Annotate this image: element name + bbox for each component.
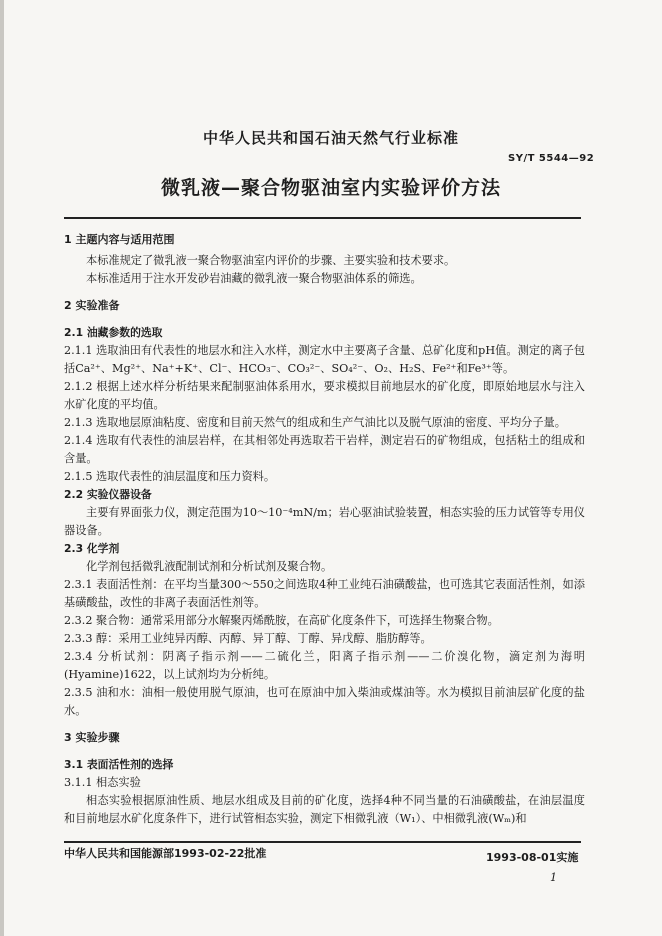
clause-2-1-4: 2.1.4 选取有代表性的油层岩样，在其相邻处再选取若干岩样，测定岩石的矿物组成，包括粘土的组成和含量。 [64,434,585,465]
section-2-heading: 2 实验准备 [64,299,120,312]
clause-3-1-1-paragraph: 相态实验根据原油性质、地层水组成及目前的矿化度，选择4种不同当量的石油磺酸盐，在油层温度和目前地层水矿化度条件下，进行试管相态实验，测定下相微乳液（W₁）、中相微乳液(Wₘ)和 [64,794,585,825]
section-2-3-paragraph: 化学剂包括微乳液配制试剂和分析试剂及聚合物。 [86,560,333,573]
clause-2-1-5: 2.1.5 选取代表性的油层温度和压力资料。 [64,470,276,483]
clause-2-3-5: 2.3.5 油和水：油相一般使用脱气原油，也可在原油中加入柴油或煤油等。水为模拟目前油层矿化度的盐水。 [64,686,585,717]
section-2-3-heading: 2.3 化学剂 [64,542,120,555]
clause-2-1-3: 2.1.3 选取地层原油粘度、密度和目前天然气的组成和生产气油比以及脱气原油的密度、平均分子量。 [64,416,566,429]
clause-2-3-1: 2.3.1 表面活性剂：在平均当量300～550之间选取4种工业纯石油磺酸盐，也可选其它表面活性剂，如添基磺酸盐，改性的非离子表面活性剂等。 [64,578,585,609]
effective-date: 1993-08-01实施 [486,851,579,864]
header-divider [64,217,581,219]
section-1-heading: 1 主题内容与适用范围 [64,233,175,246]
clause-3-1-1: 3.1.1 相态实验 [64,776,141,789]
page-number: 1 [550,871,557,884]
section-3-heading: 3 实验步骤 [64,731,120,744]
footer-divider [64,841,581,843]
clause-2-1-1: 2.1.1 选取油田有代表性的地层水和注入水样，测定水中主要离子含量、总矿化度和pH值。测定的离子包括Ca²⁺、Mg²⁺、Na⁺+K⁺、Cl⁻、HCO₃⁻、CO₃²⁻、SO₄²⁻、O₂、H₂S、Fe²⁺和Fe³⁺等。 [64,344,585,375]
standard-number: SY/T 5544—92 [508,153,595,164]
section-1-paragraph-2: 本标准适用于注水开发砂岩油藏的微乳液一聚合物驱油体系的筛选。 [86,272,422,285]
section-2-2-paragraph: 主要有界面张力仪，测定范围为10～10⁻⁴mN/m；岩心驱油试验装置，相态实验的压力试管等专用仪器设备。 [64,506,585,537]
clause-2-3-4: 2.3.4 分析试剂：阴离子指示剂——二硫化兰，阳离子指示剂——二价溴化物，滴定剂为海明(Hyamine)1622，以上试剂均为分析纯。 [64,650,585,681]
clause-2-1-2: 2.1.2 根据上述水样分析结果来配制驱油体系用水，要求模拟目前地层水的矿化度，即原始地层水与注入水矿化度的平均值。 [64,380,585,411]
issuing-organization: 中华人民共和国石油天然气行业标准 [202,129,459,147]
document-body [64,231,585,828]
clause-2-3-3: 2.3.3 醇：采用工业纯异丙醇、丙醇、异丁醇、丁醇、异戊醇、脂肪醇等。 [64,632,432,645]
clause-2-3-2: 2.3.2 聚合物：通常采用部分水解聚丙烯酰胺，在高矿化度条件下，可选择生物聚合物。 [64,614,499,627]
document-title: 微乳液—聚合物驱油室内实验评价方法 [160,177,501,199]
section-2-1-heading: 2.1 油藏参数的选取 [64,326,163,339]
approval-notice: 中华人民共和国能源部1993-02-22批准 [64,847,267,860]
section-1-paragraph-1: 本标准规定了微乳液一聚合物驱油室内评价的步骤、主要实验和技术要求。 [86,254,456,267]
section-3-1-heading: 3.1 表面活性剂的选择 [64,758,174,771]
section-2-2-heading: 2.2 实验仪器设备 [64,488,152,501]
